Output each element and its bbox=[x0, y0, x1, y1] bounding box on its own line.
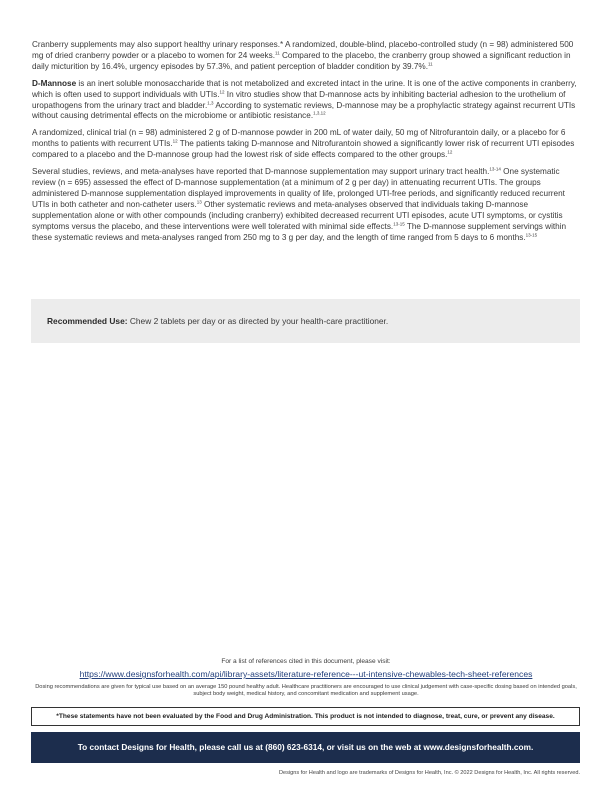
citation: 12 bbox=[447, 149, 453, 155]
citation: 13-15 bbox=[525, 231, 538, 237]
citation: 13-14 bbox=[489, 166, 501, 172]
d-mannose-heading: D-Mannose bbox=[32, 78, 77, 88]
contact-banner: To contact Designs for Health, please call us at (860) 623-6314, or visit us on the web at www.designsforhealth.com. bbox=[31, 732, 580, 763]
recommended-use-text: Chew 2 tablets per day or as directed by your health-care practitioner. bbox=[127, 316, 389, 326]
paragraph-cranberry: Cranberry supplements may also support healthy urinary responses.* A randomized, double-blind, placebo-controlled study (n = 98) administered 500 mg of dried cranberry powder or a placebo to women for 24 weeks.$^{11}$ Compared to the placebo, the cranberry group showed a significant reduction in daily micturition by 16.4%, urgency episodes by 57.3%, and patient perception of bladder condition by 39.7%.$^{11}$ bbox=[32, 40, 574, 71]
citation: 12 bbox=[219, 88, 225, 94]
references-intro: For a list of references cited in this document, please visit: bbox=[221, 658, 391, 665]
citation: 1,3,12 bbox=[313, 110, 326, 116]
citation: 12 bbox=[172, 138, 178, 144]
paragraph-clinical-trial: A randomized, clinical trial (n = 98) administered 2 g of D-mannose powder in 200 mL of water daily, 50 mg of Nitrofurantoin daily, or a placebo for 6 months to patients with recurrent UTIs.$^{12}$ The patients taking D-mannose and Nitrofurantoin showed a significantly lower risk of recurrent UTI episodes compared to a placebo and the D-mannose group had the lowest risk of side effects compared to the other groups.$^{12}$ bbox=[32, 128, 575, 160]
paragraph-reviews: Several studies, reviews, and meta-analyses have reported that D-mannose supplementation may support urinary tract health.$^{13-14}$ One systematic review (n = 695) assessed the effect of D-mannose supplementation (at a minimum of 2 g per day) in attenuating recurrent UTIs. The groups administered D-mannose supplementation displayed improvements in quality of life, prolonged UTI-free periods, and significantly reduced recurrent UTIs in both catheter and non-catheter users.$^{13}$ Other systematic reviews and meta-analyses observed that individuals taking D-mannose supplementation alone or with other compounds (including cranberry) exhibited decreased recurrent UTI episodes, acute UTI symptoms, or cystitis symptoms versus the placebo, and these interventions were well tolerated with minimal side effects.$^{13-15}$ The D-mannose supplement servings within these systematic reviews and meta-analyses ranged from 250 mg to 3 g per day, and the length of time ranged from 5 days to 6 months.$^{13-15}$ bbox=[32, 166, 567, 242]
paragraph-d-mannose: D-Mannose is an inert soluble monosaccharide that is not metabolized and excreted intact in the urine. It is one of the active components in cranberry, which is often used to support individuals with UTIs.$^{12}$ In vitro studies show that D-mannose acts by inhibiting bacterial adhesion to the urothelium of uropathogens from the urinary tract and bladder.$^{1,3}$ According to systematic reviews, D-mannose may be a prophylactic strategy against recurrent UTIs without causing detrimental effects on the microbiome or antibiotic resistance.$^{1,3,12}$ bbox=[32, 78, 577, 121]
recommended-use-label: Recommended Use: bbox=[47, 316, 128, 326]
trademark-notice: Designs for Health and logo are trademarks of Designs for Health, Inc. © 2022 Designs for Health, Inc. All rights reserved. bbox=[278, 770, 580, 776]
main-content bbox=[32, 40, 580, 249]
fda-disclaimer: *These statements have not been evaluated by the Food and Drug Administration. This product is not intended to diagnose, treat, cure, or prevent any disease. bbox=[31, 707, 580, 726]
citation: 11 bbox=[427, 61, 433, 67]
recommended-use-box bbox=[31, 299, 580, 343]
references-link[interactable]: https://www.designsforhealth.com/api/library-assets/literature-reference---ut-intensive-chewables-tech-sheet-references bbox=[79, 669, 533, 679]
citation: 13 bbox=[196, 199, 202, 205]
citation: 1,3 bbox=[207, 99, 214, 105]
dosing-disclaimer: Dosing recommendations are given for typical use based on an average 150 pound healthy adult. Healthcare practitioners are encouraged to use clinical judgement with case-specific dosing based on intended goals, subject body weight, medical history, and concomitant medication and supplement usage. bbox=[35, 684, 577, 698]
citation: 11 bbox=[275, 50, 280, 56]
citation: 13-15 bbox=[393, 220, 405, 226]
